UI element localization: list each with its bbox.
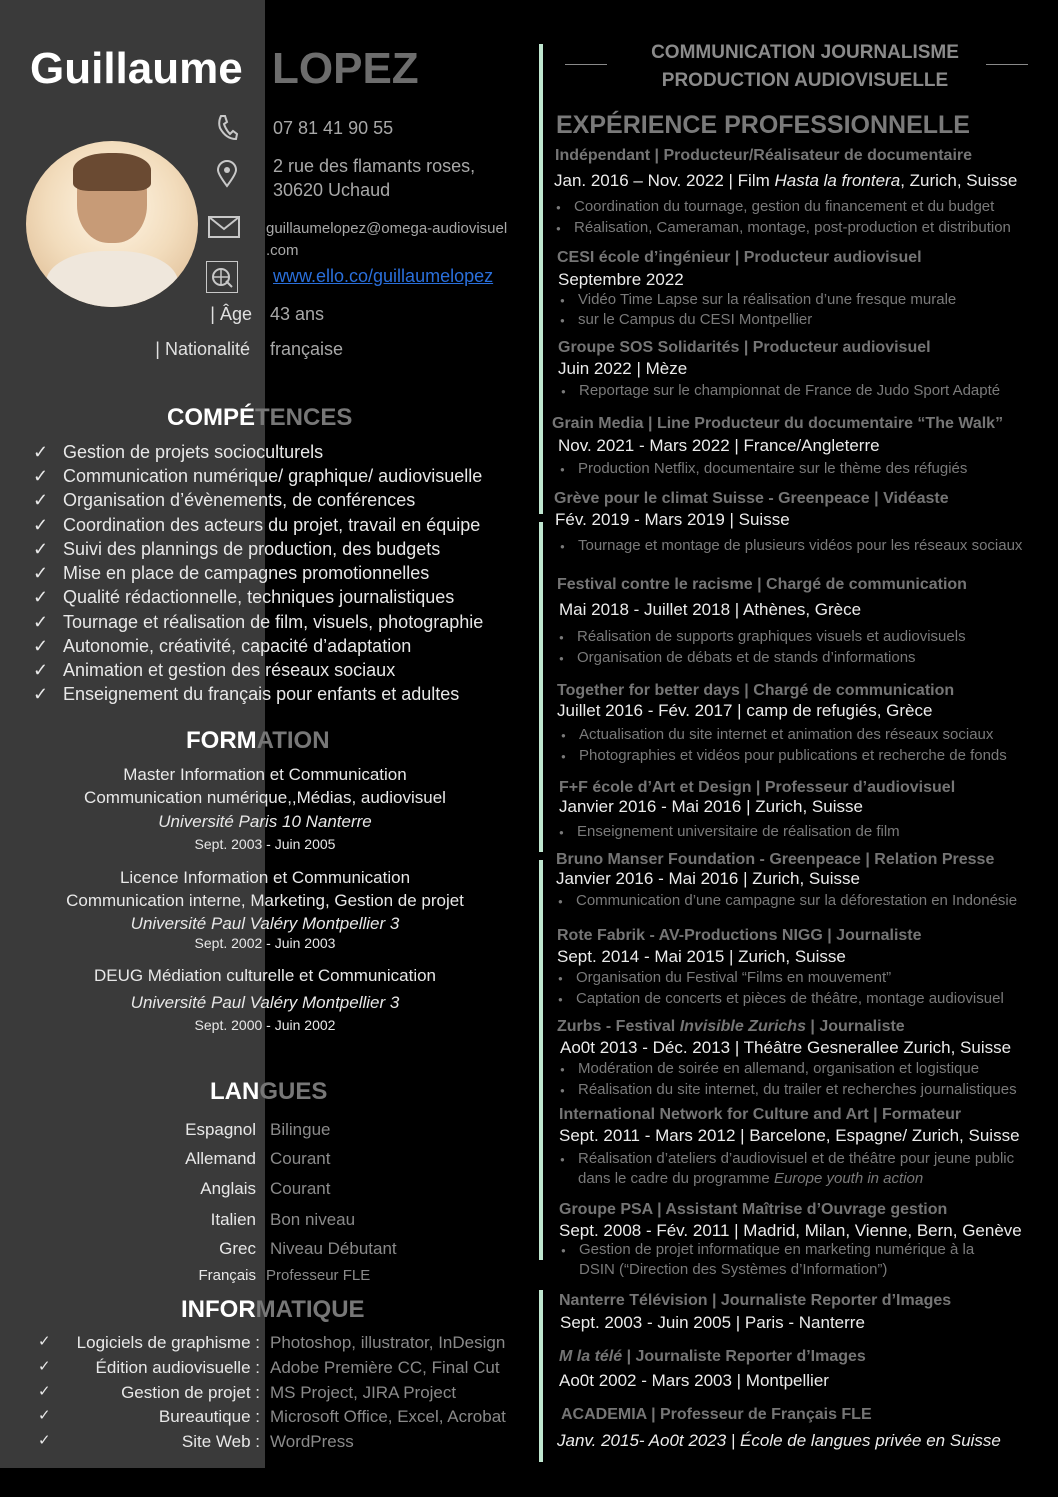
informatique-heading — [181, 1296, 365, 1324]
job-title: International Network for Culture and Art | Formateur — [559, 1106, 962, 1123]
list-item: Enseignement du français pour enfants et adultes — [63, 684, 460, 704]
job-date: Sept. 2011 - Mars 2012 | Barcelone, Espagne/ Zurich, Suisse — [559, 1126, 1020, 1145]
timeline-bar — [539, 860, 543, 1260]
job-date: Fév. 2019 - Mars 2019 | Suisse — [555, 510, 790, 529]
software-list: WordPress — [270, 1432, 354, 1451]
check-icon: ✓ — [33, 636, 49, 656]
photo-shirt — [46, 251, 178, 307]
job-bullet: ● Photographies et vidéos pour publications et recherche de fonds — [579, 747, 1007, 764]
envelope-icon — [208, 216, 238, 244]
age-value: 43 ans — [270, 304, 325, 324]
address-line-1: 2 rue des flamants roses, — [273, 156, 476, 176]
check-icon: ✓ — [33, 563, 49, 583]
job-bullet: ● Réalisation d’ateliers d’audiovisuel et de théâtre pour jeune public — [578, 1150, 1014, 1167]
job-bullet: ● Captation de concerts et pièces de théâtre, montage audiovisuel — [576, 990, 1004, 1007]
job-title: Festival contre le racisme | Chargé de communication — [557, 576, 967, 593]
festival-name: Invisible Zurichs — [679, 1018, 806, 1035]
profile-photo — [26, 141, 198, 307]
heading-part-light: COMPÉ — [167, 404, 256, 431]
job-date: Sept. 2014 - Mai 2015 | Zurich, Suisse — [557, 947, 846, 966]
job-bullet: ● Communication d’une campagne sur la déforestation en Indonésie — [576, 892, 1017, 909]
check-icon: ✓ — [33, 490, 49, 510]
job-date: Nov. 2021 - Mars 2022 | France/Angleterre — [558, 436, 880, 455]
language-name: Espagnol — [185, 1120, 256, 1139]
software-category: Édition audiovisuelle : — [95, 1358, 260, 1377]
language-level: Courant — [270, 1179, 331, 1198]
language-level: Professeur FLE — [266, 1267, 371, 1284]
language-name: Italien — [210, 1210, 256, 1229]
last-name: LOPEZ — [272, 44, 419, 93]
job-date: Janvier 2016 - Mai 2016 | Zurich, Suisse — [556, 869, 860, 888]
check-icon: ✓ — [33, 515, 49, 535]
website-link[interactable]: www.ello.co/guillaumelopez — [273, 266, 494, 286]
employer-name: M la télé — [559, 1348, 623, 1365]
list-item: Autonomie, créativité, capacité d’adaptation — [63, 636, 412, 656]
job-title: CESI école d’ingénieur | Producteur audiovisuel — [557, 249, 922, 266]
job-title-text: | Journaliste — [805, 1018, 905, 1035]
job-date: Sept. 2003 - Juin 2005 | Paris - Nanterre — [560, 1313, 865, 1332]
job-title: F+F école d’Art et Design | Professeur d’audiovisuel — [559, 779, 956, 796]
check-icon: ✓ — [38, 1432, 51, 1449]
heading-part-dark: MATIQUE — [255, 1296, 365, 1323]
job-title: Rote Fabrik - AV-Productions NIGG | Journaliste — [557, 927, 922, 944]
check-icon: ✓ — [33, 684, 49, 704]
language-level: Niveau Débutant — [270, 1239, 397, 1258]
job-date: Juillet 2016 - Fév. 2017 | camp de refugiés, Grèce — [557, 701, 933, 720]
job-date — [554, 171, 1017, 191]
list-item: Animation et gestion des réseaux sociaux — [63, 660, 396, 680]
job-title — [557, 1018, 905, 1036]
software-category: Logiciels de graphisme : — [76, 1333, 260, 1352]
heading-part-dark: TENCES — [255, 404, 353, 431]
job-bullet-continued: DSIN (“Direction des Systèmes d’Information”) — [579, 1261, 888, 1278]
job-bullet: ● Production Netflix, documentaire sur le thème des réfugiés — [578, 460, 967, 477]
heading-part-light: FORM — [186, 727, 257, 754]
language-name: Grec — [219, 1239, 256, 1258]
job-bullet: ● Tournage et montage de plusieurs vidéos pour les réseaux sociaux — [578, 537, 1022, 554]
software-category: Bureautique : — [158, 1407, 260, 1426]
job-title-text: | Journaliste Reporter d’Images — [622, 1348, 866, 1365]
job-bullet: ● Gestion de projet informatique en marketing numérique à la — [579, 1241, 974, 1258]
job-title: Indépendant | Producteur/Réalisateur de documentaire — [555, 147, 973, 164]
job-title — [559, 1348, 866, 1366]
job-bullet: ● Reportage sur le championnat de France de Judo Sport Adapté — [579, 382, 1000, 399]
degree-university: Université Paul Valéry Montpellier 3 — [130, 993, 400, 1012]
job-bullet-continued: ● sur le Campus du CESI Montpellier — [578, 311, 812, 328]
job-title: Grève pour le climat Suisse - Greenpeace | Vidéaste — [554, 490, 949, 507]
email-line-1: guillaumelopez@omega-audiovisuel — [266, 220, 508, 237]
job-bullet: ● Actualisation du site internet et animation des réseaux sociaux — [579, 726, 993, 743]
check-icon: ✓ — [33, 660, 49, 680]
list-item: Gestion de projets socioculturels — [63, 442, 324, 462]
check-icon: ✓ — [33, 442, 49, 462]
list-item: Mise en place de campagnes promotionnelles — [63, 563, 430, 583]
job-date: Septembre 2022 — [558, 270, 684, 289]
job-bullet: ● Réalisation, Cameraman, montage, post-production et distribution — [574, 219, 1011, 236]
degree-dates: Sept. 2002 - Juin 2003 — [194, 935, 336, 951]
job-bullet: ● Réalisation de supports graphiques visuels et audiovisuels — [577, 628, 966, 645]
check-icon: ✓ — [33, 587, 49, 607]
language-level: Bon niveau — [270, 1210, 356, 1229]
first-name: Guillaume — [30, 44, 243, 93]
job-date: Janvier 2016 - Mai 2016 | Zurich, Suisse — [559, 797, 863, 816]
list-item: Organisation d’évènements, de conférences — [63, 490, 416, 510]
job-title: ACADEMIA | Professeur de Français FLE — [561, 1406, 872, 1423]
job-title: Nanterre Télévision | Journaliste Reporter d’Images — [559, 1292, 952, 1309]
formation-heading — [186, 727, 330, 755]
list-item: Coordination des acteurs du projet, travail en équipe — [63, 515, 481, 535]
list-item: Suivi des plannings de production, des budgets — [63, 539, 441, 559]
degree-specialty: Communication numérique,,Médias, audiovisuel — [84, 788, 446, 807]
list-item: Qualité rédactionnelle, techniques journalistiques — [63, 587, 455, 607]
software-list: Adobe Première CC, Final Cut — [270, 1358, 500, 1377]
check-icon: ✓ — [38, 1333, 51, 1350]
software-category: Site Web : — [181, 1432, 260, 1451]
job-bullet: ● Organisation de débats et de stands d’informations — [577, 649, 916, 666]
software-list: Photoshop, illustrator, InDesign — [270, 1333, 506, 1352]
bullet-text: dans le cadre du programme — [578, 1170, 774, 1187]
job-title: Bruno Manser Foundation - Greenpeace | Relation Presse — [556, 851, 995, 868]
degree-dates: Sept. 2003 - Juin 2005 — [194, 836, 336, 852]
job-title: Grain Media | Line Producteur du documentaire “The Walk” — [552, 415, 1004, 432]
address-line-2: 30620 Uchaud — [273, 180, 391, 200]
language-name: Allemand — [185, 1149, 256, 1168]
job-date — [557, 1431, 1001, 1451]
phone-icon — [212, 114, 242, 148]
email-line-2: .com — [266, 242, 299, 259]
job-date-text: Jan. 2016 – Nov. 2022 | Film — [554, 171, 775, 190]
heading-part-light: INFOR — [181, 1296, 256, 1323]
degree-title: DEUG Médiation culturelle et Communication — [93, 966, 437, 985]
degree-university: Université Paris 10 Nanterre — [158, 812, 372, 831]
job-date: Juin 2022 | Mèze — [558, 359, 688, 378]
degree-title: Master Information et Communication — [123, 765, 407, 784]
check-icon: ✓ — [38, 1407, 51, 1424]
experience-heading: EXPÉRIENCE PROFESSIONNELLE — [556, 111, 970, 139]
software-list: MS Project, JIRA Project — [270, 1383, 457, 1402]
job-date: Sept. 2008 - Fév. 2011 | Madrid, Milan, Vienne, Bern, Genève — [559, 1221, 1022, 1240]
language-name: Anglais — [200, 1179, 256, 1198]
language-level: Courant — [270, 1149, 331, 1168]
timeline-bar — [539, 522, 543, 852]
language-name: Français — [198, 1267, 256, 1284]
degree-title: Licence Information et Communication — [119, 868, 411, 887]
phone-number: 07 81 41 90 55 — [273, 118, 394, 138]
timeline-bar — [539, 404, 543, 514]
job-bullet: ● Vidéo Time Lapse sur la réalisation d’une fresque murale — [578, 291, 956, 308]
software-category: Gestion de projet : — [121, 1383, 260, 1402]
job-bullet: ● Réalisation du site internet, du trailer et recherches journalistiques — [578, 1081, 1017, 1098]
job-bullet: ● Organisation du Festival “Films en mouvement” — [576, 969, 891, 986]
check-icon: ✓ — [33, 539, 49, 559]
job-bullet: ● Modération de soirée en allemand, organisation et logistique — [578, 1060, 979, 1077]
job-bullet: ● Enseignement universitaire de réalisation de film — [577, 823, 900, 840]
degree-specialty: Communication interne, Marketing, Gestion de projet — [66, 891, 464, 910]
photo-hair — [73, 153, 151, 191]
check-icon: ✓ — [33, 466, 49, 486]
banner-line-2: PRODUCTION AUDIOVISUELLE — [661, 70, 949, 91]
job-title: Groupe SOS Solidarités | Producteur audiovisuel — [558, 339, 931, 356]
check-icon: ✓ — [38, 1358, 51, 1375]
banner-divider — [986, 64, 1028, 65]
web-icon — [206, 261, 238, 293]
job-date: Ao0t 2013 - Déc. 2013 | Théâtre Gesnerallee Zurich, Suisse — [560, 1038, 1012, 1057]
job-bullet-continued — [578, 1170, 923, 1187]
job-date-text: , Zurich, Suisse — [900, 171, 1018, 190]
language-level: Bilingue — [270, 1120, 331, 1139]
nationality-value: française — [270, 339, 344, 359]
job-date: Mai 2018 - Juillet 2018 | Athènes, Grèce — [559, 600, 862, 619]
nationality-label: | Nationalité — [155, 339, 250, 359]
location-pin-icon — [212, 160, 242, 194]
job-date-text: Janv. 2015- Ao0t 2023 | École de langues privée en Suisse — [557, 1431, 1001, 1450]
langues-heading — [210, 1078, 327, 1106]
timeline-bar — [539, 1290, 543, 1462]
job-title-text: Zurbs - Festival — [557, 1018, 680, 1035]
job-title: Together for better days | Chargé de communication — [557, 682, 955, 699]
heading-part-dark: ATION — [256, 727, 330, 754]
list-item: Tournage et réalisation de film, visuels, photographie — [63, 612, 484, 632]
heading-part-dark: GUES — [259, 1078, 328, 1105]
software-list: Microsoft Office, Excel, Acrobat — [270, 1407, 506, 1426]
list-item: Communication numérique/ graphique/ audiovisuelle — [63, 466, 483, 486]
check-icon: ✓ — [38, 1383, 51, 1400]
banner-line-1: COMMUNICATION JOURNALISME — [651, 42, 959, 63]
check-icon: ✓ — [33, 612, 49, 632]
heading-part-light: LAN — [210, 1078, 260, 1105]
job-bullet: ● Coordination du tournage, gestion du financement et du budget — [574, 198, 994, 215]
banner-divider — [565, 64, 607, 65]
job-date: Ao0t 2002 - Mars 2003 | Montpellier — [559, 1371, 829, 1390]
degree-university: Université Paul Valéry Montpellier 3 — [130, 914, 400, 933]
film-title: Hasta la frontera — [774, 171, 901, 190]
job-title: Groupe PSA | Assistant Maîtrise d’Ouvrage gestion — [559, 1201, 948, 1218]
timeline-bar — [539, 44, 543, 414]
degree-dates: Sept. 2000 - Juin 2002 — [194, 1017, 336, 1033]
competences-heading — [167, 404, 352, 432]
age-label: | Âge — [210, 304, 252, 324]
program-name: Europe youth in action — [773, 1170, 924, 1187]
